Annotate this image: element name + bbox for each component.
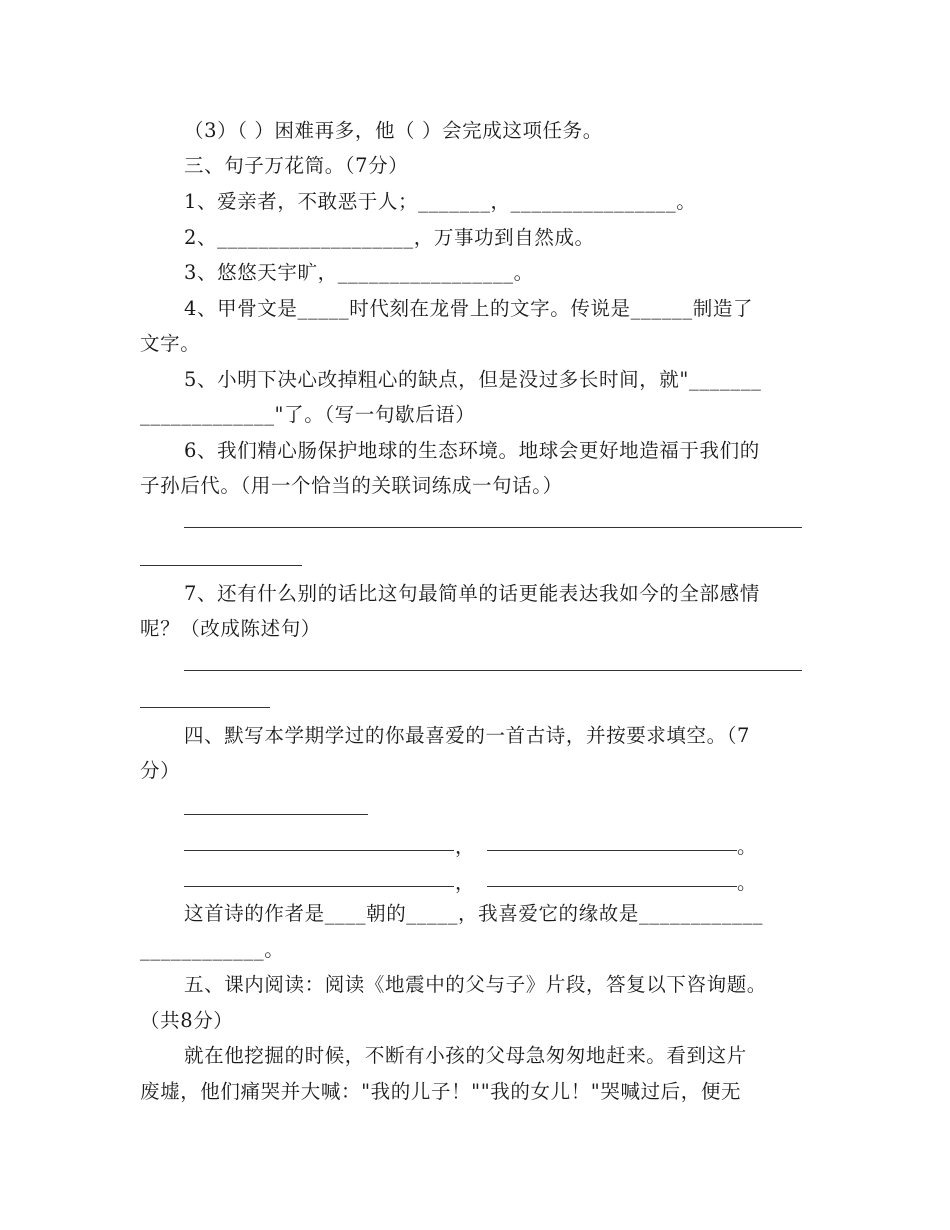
poem-line-2a (184, 886, 454, 887)
item-4-continued: 文字。 (140, 332, 201, 355)
item-7-text: 7、还有什么别的话比这句最简单的话更能表达我如今的全部感情 (184, 582, 760, 605)
item-6-continued: 子孙后代。（用一个恰当的关联词练成一句话。） (140, 474, 563, 497)
poem-line-1a (184, 850, 454, 851)
reading-passage-line: 就在他挖掘的时候，不断有小孩的父母急匆匆地赶来。看到这片 (184, 1044, 747, 1067)
poem-line-2b (487, 886, 737, 887)
reading-passage-line: 废墟，他们痛哭并大喊："我的儿子！""我的女儿！"哭喊过后，便无 (140, 1080, 742, 1103)
poem-period: 。 (737, 835, 758, 858)
answer-line (140, 565, 302, 566)
poem-comma: ， (455, 871, 476, 894)
item-5-text: 5、小明下决心改掉粗心的缺点，但是没过多长时间，就"_______ (184, 368, 762, 391)
item-7-continued: 呢？（改成陈述句） (140, 617, 321, 640)
poem-author-text: 这首诗的作者是____朝的_____，我喜爱它的缘故是____________ (184, 902, 764, 925)
section-4-heading: 四、默写本学期学过的你最喜爱的一首古诗，并按要求填空。（7 (184, 724, 751, 747)
poem-author-continued: ____________。 (140, 938, 285, 961)
item-1-text: 1、爱亲者，不敢恶于人；_______，________________。 (184, 190, 697, 213)
item-3-text: 3、悠悠天宇旷，_________________。 (184, 261, 534, 284)
poem-comma: ， (455, 835, 476, 858)
section-3-heading: 三、句子万花筒。（7分） (184, 154, 409, 177)
question-3-text: （3）（ ）困难再多，他（ ）会完成这项任务。 (184, 119, 603, 142)
section-5-heading: 五、课内阅读：阅读《地震中的父与子》片段，答复以下咨询题。 (184, 973, 767, 996)
item-4-text: 4、甲骨文是_____时代刻在龙骨上的文字。传说是______制造了 (184, 297, 754, 320)
item-2-text: 2、___________________，万事功到自然成。 (184, 226, 595, 249)
poem-title-line (184, 814, 368, 815)
section-4-continued: 分） (140, 759, 181, 782)
item-5-continued: _____________"了。（写一句歇后语） (140, 403, 476, 426)
answer-line (184, 670, 802, 671)
section-5-continued: （共8分） (140, 1009, 234, 1032)
answer-line (184, 527, 802, 528)
poem-line-1b (487, 850, 737, 851)
poem-period: 。 (737, 871, 758, 894)
answer-line (140, 707, 270, 708)
item-6-text: 6、我们精心肠保护地球的生态环境。地球会更好地造福于我们的 (184, 439, 760, 462)
